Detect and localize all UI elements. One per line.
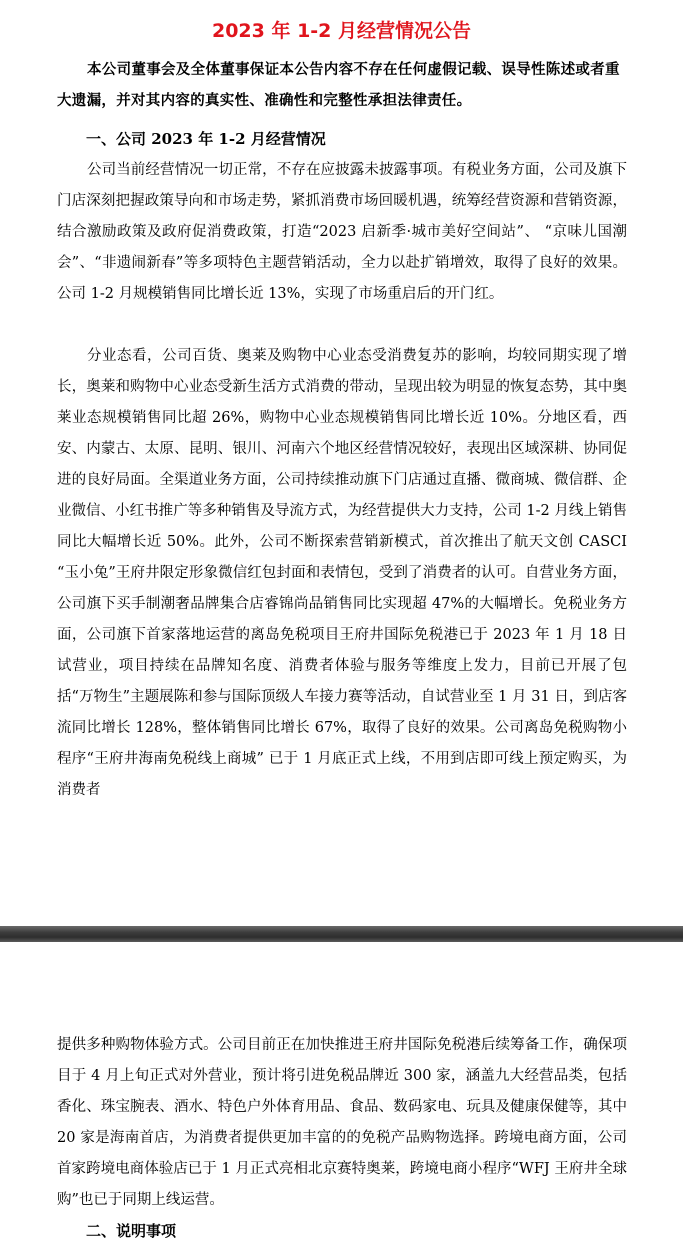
paragraph-2-continued: 提供多种购物体验方式。公司目前正在加快推进王府井国际免税港后续筹备工作，确保项目于 4 月上旬正式对外营业，预计将引进免税品牌近 300 家，涵盖九大经营品类，包括香化、珠宝腕表、酒水、特色户外体育用品、食品、数码家电、玩具及健康保健等，其中 20 家是海南首店，为消费者提供更加丰富的的免税产品购物选择。跨境电商方面，公司首家跨境电商体验店已于 1 月正式亮相北京赛特奥莱，跨境电商小程序“WFJ 王府井全球购”也已于同期上线运营。 xyxy=(57,1037,627,1208)
board-statement: 本公司董事会及全体董事保证本公告内容不存在任何虚假记载、误导性陈述或者重大遗漏，并对其内容的真实性、准确性和完整性承担法律责任。 xyxy=(57,61,620,109)
announcement-title: 2023 年 1-2 月经营情况公告 xyxy=(211,19,472,42)
paragraph-1: 公司当前经营情况一切正常，不存在应披露未披露事项。有税业务方面，公司及旗下门店深刻把握政策导向和市场走势，紧抓消费市场回暖机遇，统筹经营资源和营销资源，结合激励政策及政府促消费政策，打造“2023 启新季·城市美好空间站”、 “京味儿国潮会”、“非遗闹新春”等多项特色主题营销活动，全力以赴扩销增效，取得了良好的效果。公司 1-2 月规模销售同比增长近 13%，实现了市场重启后的开门红。 xyxy=(57,162,627,302)
section2-heading: 二、说明事项 xyxy=(86,1222,177,1240)
section1-heading: 一、公司 2023 年 1-2 月经营情况 xyxy=(86,130,326,148)
document-page-2 xyxy=(0,942,683,1244)
paragraph-2: 分业态看，公司百货、奥莱及购物中心业态受消费复苏的影响，均较同期实现了增长，奥莱和购物中心业态受新生活方式消费的带动，呈现出较为明显的恢复态势，其中奥莱业态规模销售同比超 26%，购物中心业态规模销售同比增长近 10%。分地区看，西安、内蒙古、太原、昆明、银川、河南六个地区经营情况较好，表现出区域深耕、协同促进的良好局面。全渠道业务方面，公司持续推动旗下门店通过直播、微商城、微信群、企业微信、小红书推广等多种销售及导流方式，为经营提供大力支持，公司 1-2 月线上销售同比大幅增长近 50%。此外，公司不断探索营销新模式，首次推出了航天文创 CASCI “玉小兔”王府井限定形象微信红包封面和表情包，受到了消费者的认可。自营业务方面，公司旗下买手制潮奢品牌集合店睿锦尚品销售同比实现超 47%的大幅增长。免税业务方面，公司旗下首家落地运营的离岛免税项目王府井国际免税港已于 2023 年 1 月 18 日试营业，项目持续在品牌知名度、消费者体验与服务等维度上发力，目前已开展了包括“万物生”主题展陈和参与国际顶级人车接力赛等活动，自试营业至 1 月 31 日，到店客流同比增长 128%，整体销售同比增长 67%，取得了良好的效果。公司离岛免税购物小程序“王府井海南免税线上商城” 已于 1 月底正式上线，不用到店即可线上预定购买，为消费者 xyxy=(57,348,627,798)
page-break-divider xyxy=(0,926,683,942)
